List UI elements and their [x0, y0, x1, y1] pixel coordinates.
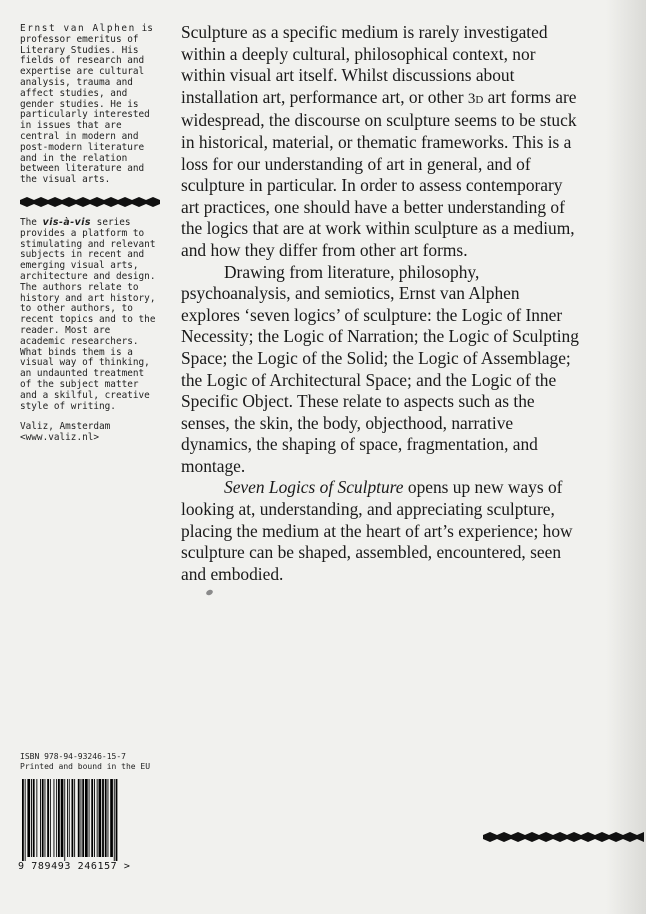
barcode-bar: [27, 779, 30, 857]
barcode-bar: [33, 779, 35, 857]
barcode-bar: [31, 779, 32, 857]
barcode-bar: [67, 779, 68, 857]
barcode-bar: [22, 779, 24, 861]
barcode-bar: [91, 779, 93, 857]
barcode-bar: [56, 779, 57, 857]
barcode-bar: [82, 779, 84, 857]
barcode-bar: [81, 779, 82, 857]
barcode-bar: [50, 779, 51, 857]
isbn-block: [20, 752, 150, 771]
zigzag-divider: [20, 196, 160, 208]
barcode-bar: [69, 779, 70, 857]
series-text: series provides a platform to stimulating and relevant subjects in recent and emerging visual arts, architecture and design. The authors relate to history and art history, to other authors, to recent topics and to the reader. Most are academic researchers. What binds them is a visual way of thinking, an undaunted treatment of the subject matter and a skilful, creative style of writing.: [20, 216, 156, 412]
barcode-bar: [36, 779, 37, 857]
paragraph-1: Sculpture as a specific medium is rarely investigated within a deeply cultural, philosophical context, nor within visual art itself. Whilst discussions about installation art, performance art, or other 3d art forms are widespread, the discourse on sculpture seems to be stuck in historical, material, or thematic frameworks. This is a loss for our understanding of art in general, and of sculpture in particular. In order to assess contemporary art practices, one should have a better understanding of the logics that are at work within sculpture as a medium, and how they differ from other art forms.: [181, 22, 577, 260]
printed-note: Printed and bound in the EU: [20, 761, 151, 771]
isbn-number: ISBN 978-94-93246-15-7: [20, 752, 126, 761]
publisher-name: Valiz, Amsterdam: [20, 421, 111, 433]
barcode-bar: [94, 779, 95, 857]
author-bio-text: is professor emeritus of Literary Studies. His fields of research and expertise are cultural analysis, trauma and affect studies, and gender studies. He is particularly interested in issues that are central in modern and post-modern literature and in the relation between literature and the visual arts.: [20, 23, 153, 186]
barcode-bar: [74, 779, 75, 857]
barcode-bar: [25, 779, 26, 861]
barcode-bar: [116, 779, 118, 861]
sidebar: [20, 24, 160, 444]
author-name: Ernst van Alphen: [20, 23, 136, 34]
barcode-bar: [78, 779, 80, 857]
3d-abbreviation: 3d: [467, 90, 484, 107]
barcode-bar: [42, 779, 44, 857]
publisher: [20, 422, 160, 444]
barcode-bar: [54, 779, 55, 857]
barcode-bar: [47, 779, 49, 857]
barcode-digits: 9 789493 246157 >: [18, 861, 131, 872]
barcode-bar: [99, 779, 102, 857]
barcode-bar: [85, 779, 88, 857]
series-intro: The: [20, 216, 37, 228]
publisher-url: <www.valiz.nl>: [20, 432, 100, 444]
barcode-bar: [108, 779, 109, 857]
barcode-bar: [72, 779, 74, 857]
ink-smudge: [205, 589, 213, 596]
barcode-bar: [45, 779, 46, 857]
barcode-bar: [102, 779, 104, 857]
paragraph-2: Drawing from literature, philosophy, psychoanalysis, and semiotics, Ernst van Alphen explores ‘seven logics’ of sculpture: the Logic of Inner Necessity; the Logic of Narration; the Logic of Sculpting Space; the Logic of the Solid; the Logic of Assemblage; the Logic of Architectural Space; and the Logic of the Specific Object. These relate to aspects such as the senses, the skin, the body, objecthood, narrative dynamics, the shaping of space, fragmentation, and montage.: [181, 261, 579, 476]
barcode-bar: [58, 779, 60, 857]
series-description: [20, 218, 160, 412]
page-edge-shadow: [606, 0, 646, 914]
barcode-bar: [89, 779, 90, 857]
barcode-bar: [64, 779, 65, 861]
barcode-bar: [40, 779, 41, 857]
zigzag-divider-bottom: [483, 831, 646, 843]
book-title: Seven Logics of Sculpture: [224, 477, 404, 498]
barcode-bar: [61, 779, 64, 857]
main-text: [181, 22, 581, 585]
vis-a-vis-logo: vis-à-vis: [42, 216, 92, 228]
paragraph-3: Seven Logics of Sculpture opens up new ways of looking at, understanding, and appreciating sculpture, placing the medium at the heart of art’s experience; how sculpture can be shaped, assembled, encountered, seen and embodied.: [181, 477, 573, 584]
barcode: [20, 779, 120, 861]
barcode-bar: [110, 779, 113, 857]
barcode-bar: [105, 779, 107, 857]
author-bio: [20, 24, 160, 186]
barcode-bar: [114, 779, 115, 861]
barcode-bar: [97, 779, 98, 857]
